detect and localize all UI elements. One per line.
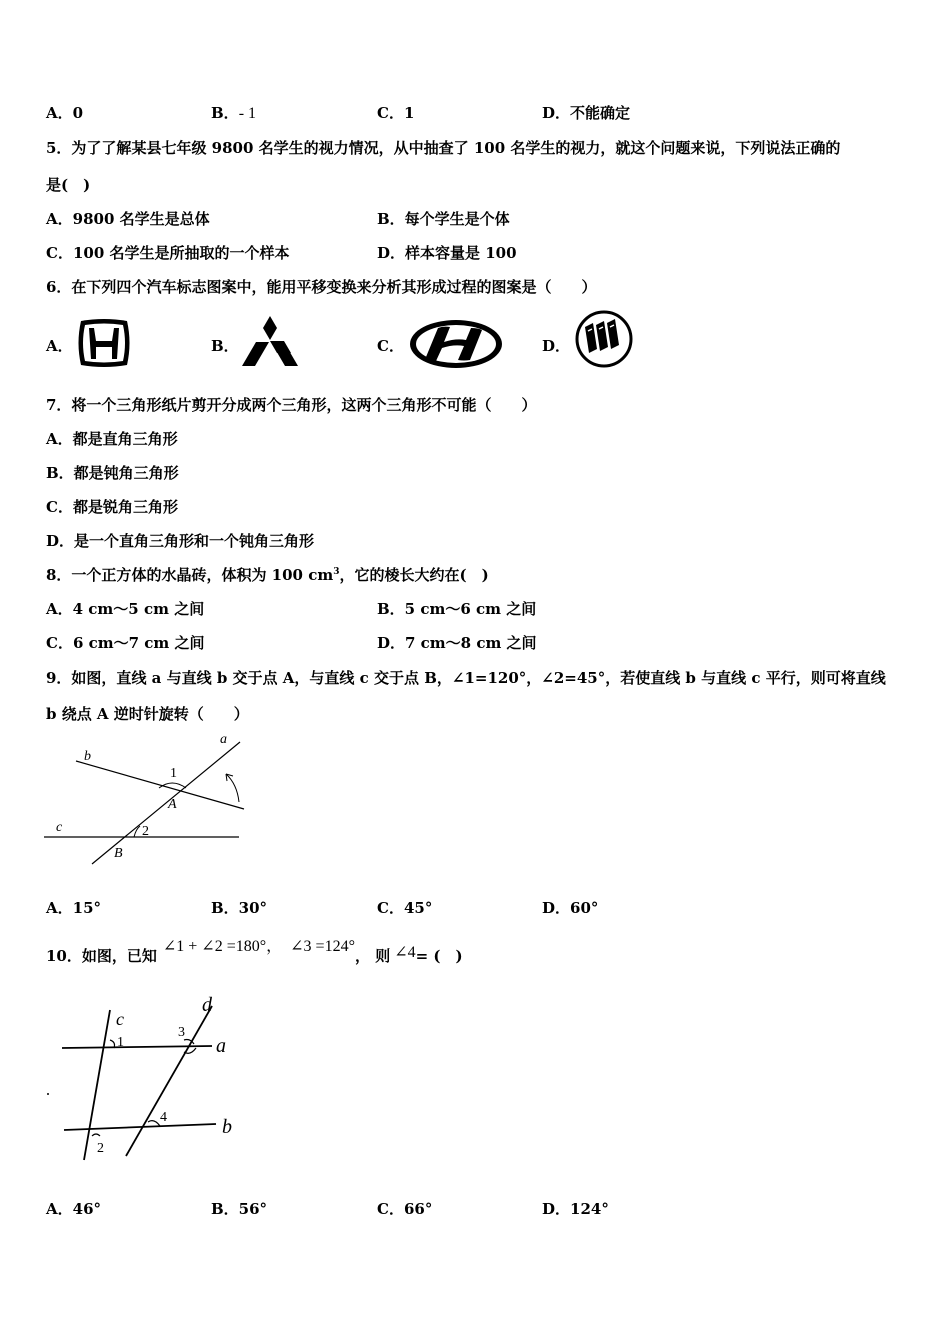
q10-dot (47, 1093, 49, 1095)
q10-line-c (84, 1010, 110, 1160)
q4-option-b (211, 102, 256, 123)
q10-label-2: 2 (97, 1141, 104, 1156)
q9-figure (44, 730, 246, 868)
q10-label-1: 1 (117, 1035, 124, 1050)
q5-option-a: A．9800 名学生是总体 (46, 210, 210, 228)
q4-option-b-prefix: B． (211, 104, 239, 122)
q10-label-c: c (116, 1009, 124, 1029)
q7-stem: 7．将一个三角形纸片剪开分成两个三角形，这两个三角形不可能（ ） (46, 396, 537, 414)
q4-option-c: C．1 (377, 104, 415, 122)
q5-option-d: D．样本容量是 100 (377, 244, 517, 262)
q8-stem-sup: 3 (333, 567, 340, 577)
q8-option-d: D．7 cm～8 cm 之间 (377, 634, 537, 652)
q5-stem-line1: 5．为了了解某县七年级 9800 名学生的视力情况，从中抽查了 100 名学生的视力，就这个问题来说，下列说法正确的 (46, 139, 841, 157)
hyundai-logo (408, 318, 504, 370)
q10-label-3: 3 (178, 1025, 185, 1040)
q10-option-b: B．56° (211, 1200, 268, 1218)
q8-option-a: A．4 cm～5 cm 之间 (46, 600, 205, 618)
q10-option-c: C．66° (377, 1200, 433, 1218)
q9-label-c: c (56, 820, 63, 835)
q4-option-d: D．不能确定 (542, 104, 631, 122)
q4-option-b-value: - 1 (238, 105, 257, 122)
q9-label-2: 2 (142, 824, 149, 839)
q5-option-b: B．每个学生是个体 (377, 210, 510, 228)
q10-angle2-arc (92, 1134, 100, 1136)
q10-angle4-arc (148, 1121, 160, 1126)
q8-stem-pre: 8．一个正方体的水晶砖，体积为 100 cm (46, 566, 334, 584)
q8-stem (46, 564, 489, 585)
q9-option-a: A．15° (46, 899, 102, 917)
q8-option-b: B．5 cm～6 cm 之间 (377, 600, 537, 618)
q6-option-d: D． (542, 337, 571, 355)
q6-stem: 6．在下列四个汽车标志图案中，能用平移变换来分析其形成过程的图案是（ ） (46, 278, 597, 296)
mitsubishi-logo (240, 315, 300, 369)
q10-line-b (64, 1124, 216, 1130)
q10-stem-post: = ( ) (415, 947, 463, 965)
q9-option-d: D．60° (542, 899, 599, 917)
q9-rotation-arrow (226, 774, 239, 802)
q10-label-b: b (222, 1116, 232, 1138)
q8-stem-post: ，它的棱长大约在( ) (339, 566, 489, 584)
q9-angle1-arc (159, 783, 186, 788)
q7-option-c: C．都是锐角三角形 (46, 498, 178, 516)
buick-logo (575, 309, 633, 369)
q10-label-4: 4 (160, 1110, 167, 1125)
q10-label-a: a (216, 1035, 226, 1057)
q10-option-a: A．46° (46, 1200, 102, 1218)
q10-figure (44, 990, 244, 1165)
q9-label-A: A (168, 797, 177, 812)
q4-option-a: A．0 (46, 104, 84, 122)
q9-line-b (76, 761, 244, 809)
q10-line-d (126, 1006, 212, 1156)
q6-option-c: C． (377, 337, 404, 355)
q9-stem-line1: 9．如图，直线 a 与直线 b 交于点 A，与直线 c 交于点 B，∠1=120°，∠2=45°，若使直线 b 与直线 c 平行，则可将直线 (46, 669, 886, 687)
q7-option-d: D．是一个直角三角形和一个钝角三角形 (46, 532, 315, 550)
q9-label-a: a (220, 732, 227, 747)
q9-label-1: 1 (170, 766, 177, 781)
q7-option-b: B．都是钝角三角形 (46, 464, 179, 482)
q10-expr3: ∠4 (394, 944, 416, 961)
q10-option-d: D．124° (542, 1200, 609, 1218)
q10-expr1: ∠1 + ∠2 =180°， (162, 938, 283, 955)
q6-option-a: A． (46, 337, 73, 355)
q10-label-d: d (202, 994, 212, 1016)
q9-stem-line2: b 绕点 A 逆时针旋转（ ） (46, 705, 249, 723)
q7-option-a: A．都是直角三角形 (46, 430, 178, 448)
q9-option-c: C．45° (377, 899, 433, 917)
q9-label-b: b (84, 749, 91, 764)
q5-option-c: C．100 名学生是所抽取的一个样本 (46, 244, 290, 262)
q9-option-b: B．30° (211, 899, 268, 917)
q10-stem-pre: 10．如图，已知 (46, 947, 157, 965)
q6-option-b: B． (211, 337, 239, 355)
q8-option-c: C．6 cm～7 cm 之间 (46, 634, 205, 652)
q10-stem-mid: ， 则 (354, 947, 391, 965)
q5-stem-line2: 是( ) (46, 176, 91, 194)
honda-logo (75, 318, 133, 368)
q10-expr2: ∠3 =124° (290, 938, 355, 955)
q9-label-B: B (114, 846, 123, 861)
q10-stem (46, 938, 463, 966)
